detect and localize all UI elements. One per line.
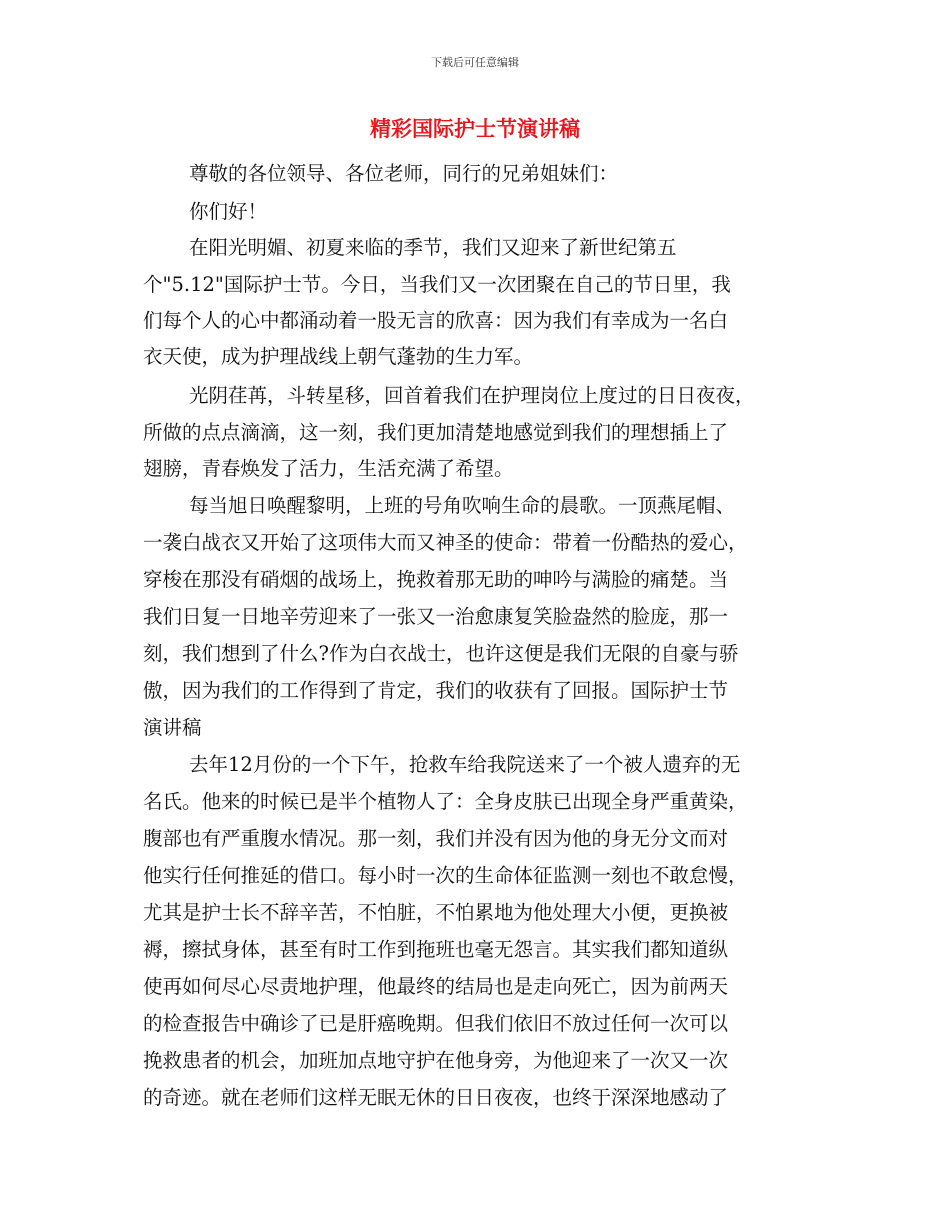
text-line: 傲，因为我们的工作得到了肯定，我们的收获有了回报。国际护士节 bbox=[143, 679, 729, 702]
document-title: 精彩国际护士节演讲稿 bbox=[370, 117, 580, 141]
text-line: 光阴荏苒，斗转星移，回首着我们在护理岗位上度过的日日夜夜， bbox=[189, 384, 755, 407]
text-line: 褥，擦拭身体，甚至有时工作到拖班也毫无怨言。其实我们都知道纵 bbox=[143, 938, 729, 961]
text-line: 使再如何尽心尽责地护理，他最终的结局也是走向死亡，因为前两天 bbox=[143, 975, 729, 998]
text-line: 他实行任何推延的借口。每小时一次的生命体征监测一刻也不敢怠慢， bbox=[143, 864, 748, 887]
text-line: 腹部也有严重腹水情况。那一刻，我们并没有因为他的身无分文而对 bbox=[143, 827, 729, 850]
text-line: 的检查报告中确诊了已是肝癌晚期。但我们依旧不放过任何一次可以 bbox=[143, 1012, 729, 1035]
text-line: 翅膀，青春焕发了活力，生活充满了希望。 bbox=[143, 457, 514, 480]
text-line: 的奇迹。就在老师们这样无眠无休的日日夜夜，也终于深深地感动了 bbox=[143, 1086, 729, 1109]
text-line: 挽救患者的机会，加班加点地守护在他身旁，为他迎来了一次又一次 bbox=[143, 1049, 729, 1072]
text-line: 每当旭日唤醒黎明，上班的号角吹响生命的晨歌。一顶燕尾帽、 bbox=[189, 494, 736, 517]
text-line: 所做的点点滴滴，这一刻，我们更加清楚地感觉到我们的理想插上了 bbox=[143, 421, 729, 444]
text-line: 演讲稿 bbox=[143, 716, 202, 739]
text-line: 名氏。他来的时候已是半个植物人了：全身皮肤已出现全身严重黄染， bbox=[143, 790, 748, 813]
text-line: 我们日复一日地辛劳迎来了一张又一治愈康复笑脸盎然的脸庞，那一 bbox=[143, 605, 729, 628]
text-line: 一袭白战衣又开始了这项伟大而又神圣的使命：带着一份酷热的爱心， bbox=[143, 531, 748, 554]
text-line: 刻，我们想到了什么?作为白衣战士，也许这便是我们无限的自豪与骄 bbox=[143, 642, 739, 665]
text-line: 尤其是护士长不辞辛苦，不怕脏，不怕累地为他处理大小便，更换被 bbox=[143, 901, 729, 924]
text-line: 衣天使，成为护理战线上朝气蓬勃的生力军。 bbox=[143, 345, 534, 368]
text-line: 穿梭在那没有硝烟的战场上，挽救着那无助的呻吟与满脸的痛楚。当 bbox=[143, 568, 729, 591]
text-line: 你们好！ bbox=[189, 200, 268, 223]
text-line: 个"5.12"国际护士节。今日，当我们又一次团聚在自己的节日里，我 bbox=[143, 273, 731, 296]
header-note: 下载后可任意编辑 bbox=[431, 56, 519, 69]
text-line: 去年12月份的一个下午，抢救车给我院送来了一个被人遗弃的无 bbox=[189, 753, 741, 776]
text-line: 尊敬的各位领导、各位老师，同行的兄弟姐妹们： bbox=[189, 162, 619, 185]
text-line: 在阳光明媚、初夏来临的季节，我们又迎来了新世纪第五 bbox=[189, 236, 677, 259]
text-line: 们每个人的心中都涌动着一股无言的欣喜：因为我们有幸成为一名白 bbox=[143, 309, 729, 332]
